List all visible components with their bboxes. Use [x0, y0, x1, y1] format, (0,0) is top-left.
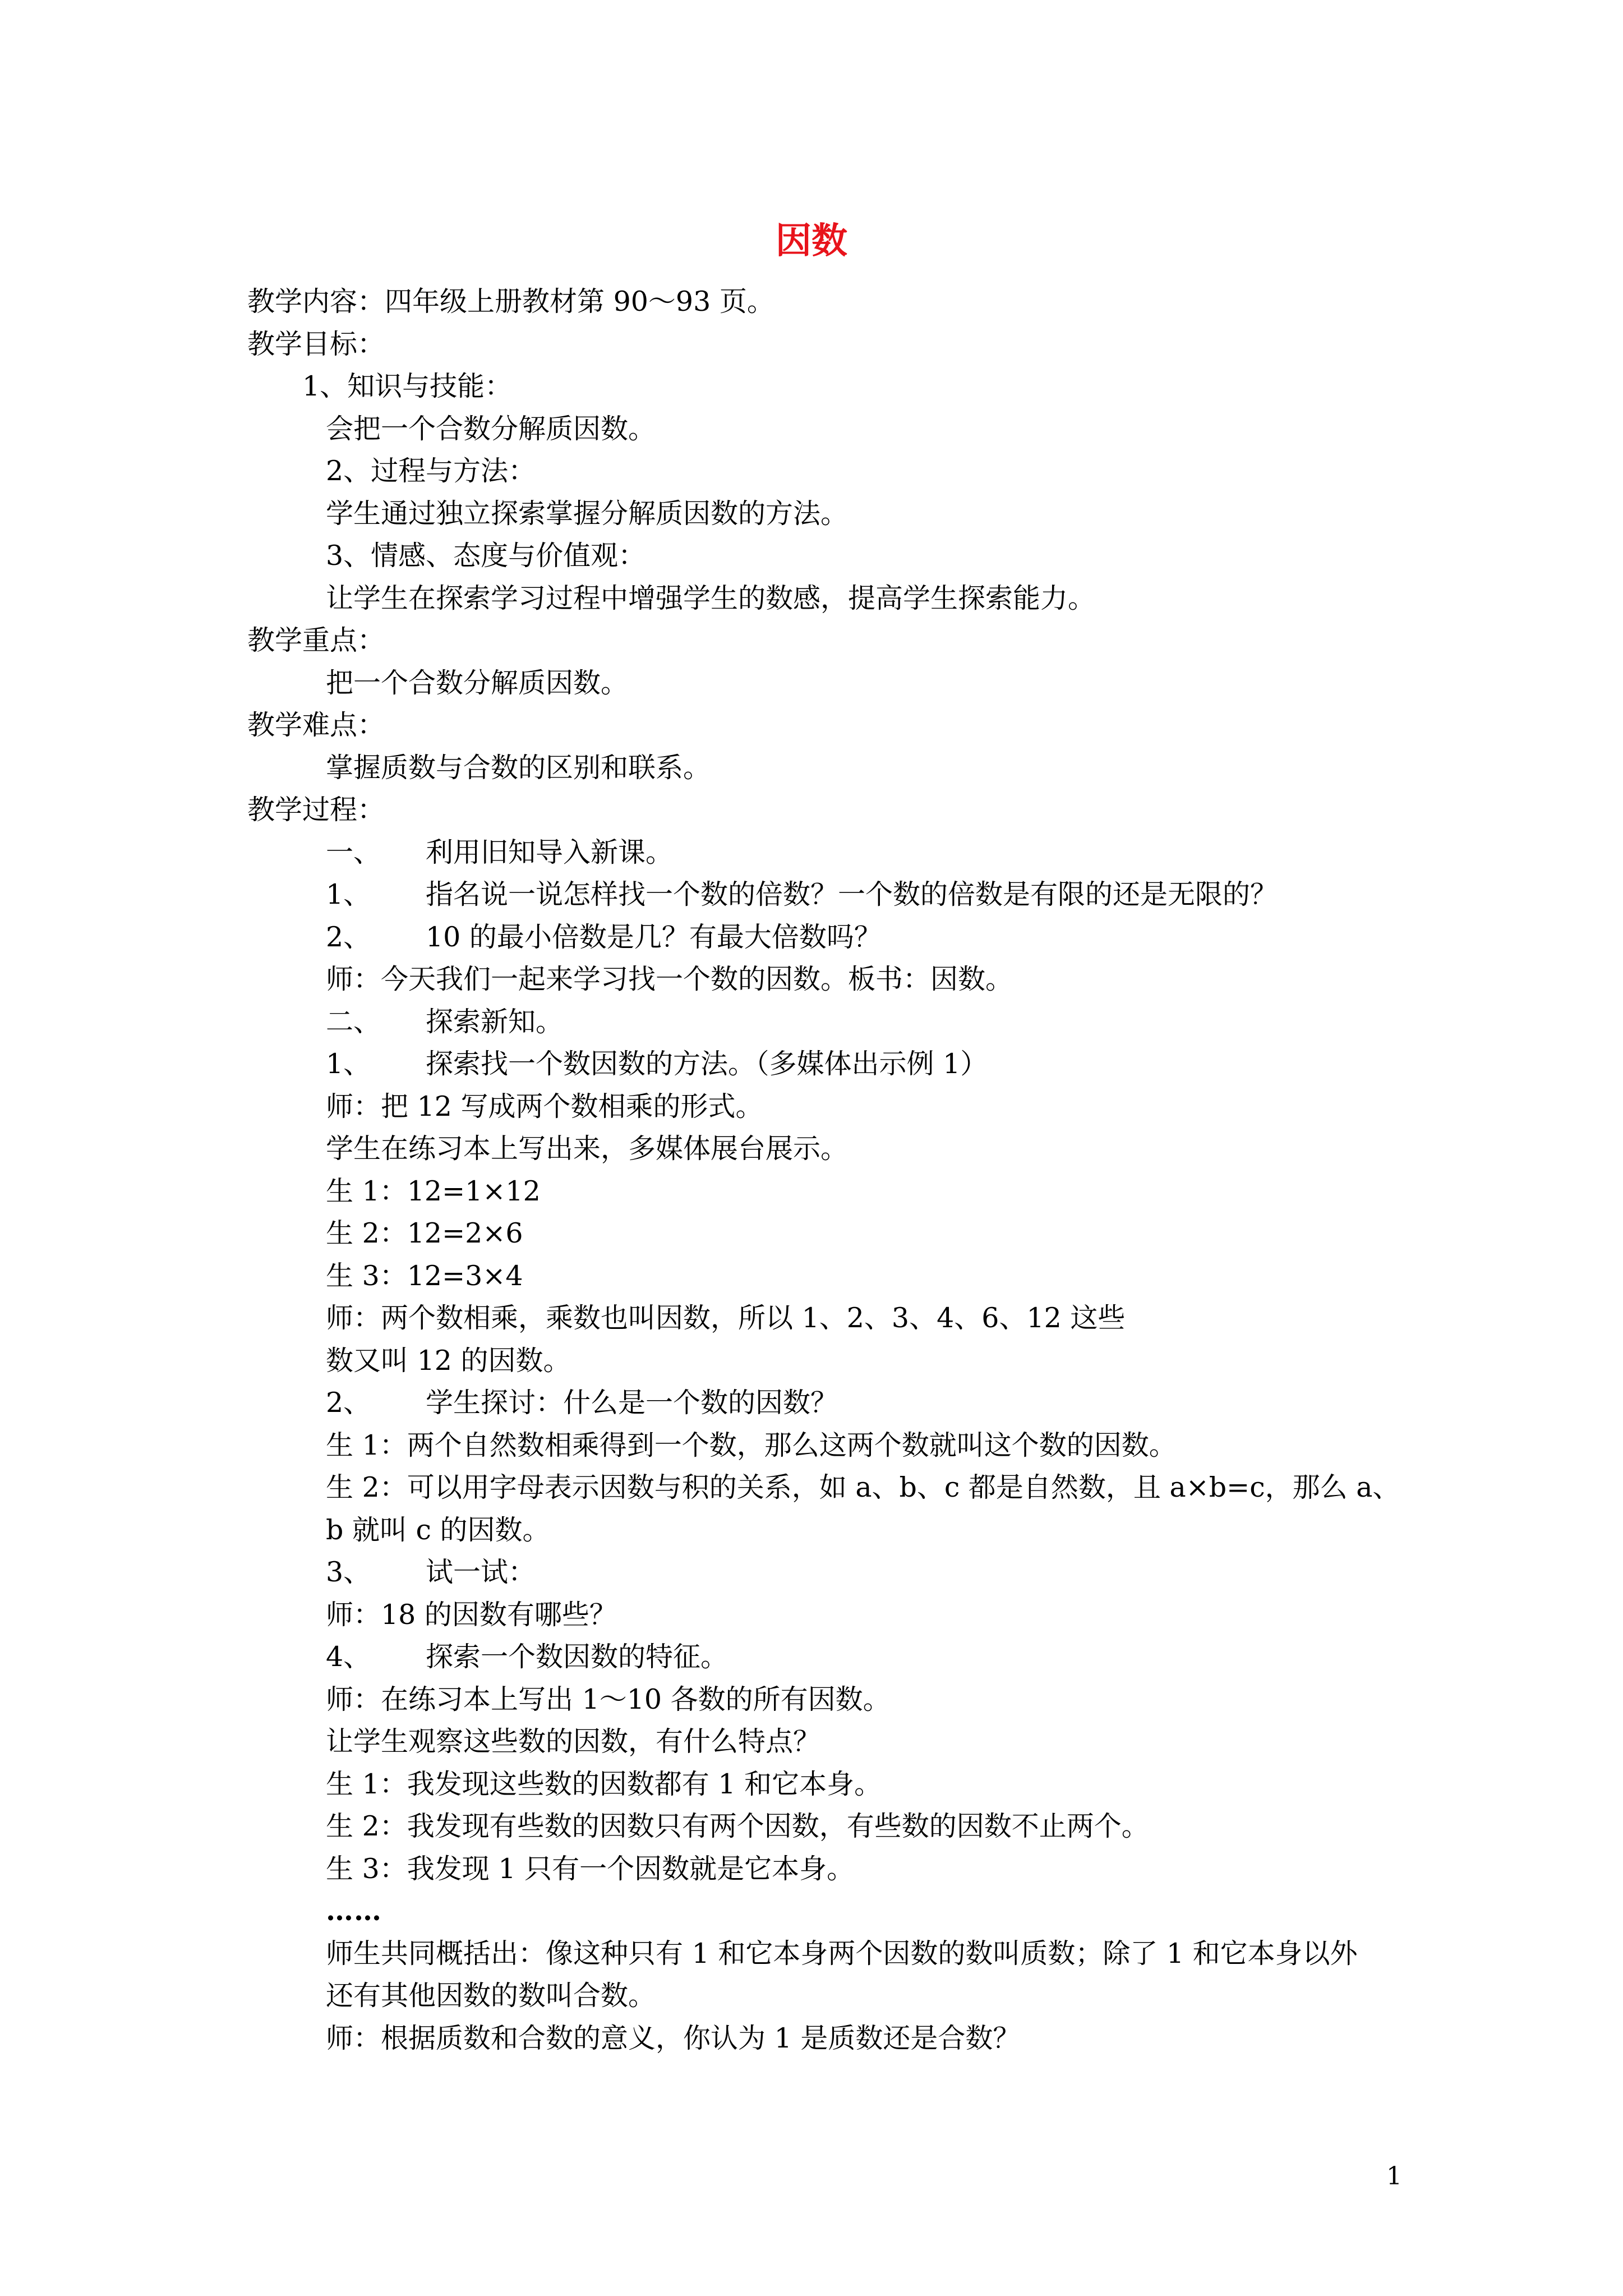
- line-text: 生 3：我发现 1 只有一个因数就是它本身。: [326, 1852, 855, 1885]
- text-line: [247, 1043, 1391, 1085]
- text-line: [247, 789, 1391, 831]
- line-text: 师：在练习本上写出 1～10 各数的所有因数。: [326, 1683, 891, 1715]
- text-line: [247, 1763, 1391, 1806]
- text-line: [247, 1001, 1391, 1043]
- text-line: [247, 535, 1391, 577]
- line-text: 数又叫 12 的因数。: [326, 1344, 571, 1377]
- document-body: [247, 280, 1400, 2059]
- line-text: 生 2：12=2×6: [326, 1217, 523, 1249]
- line-text: 生 1：12=1×12: [326, 1175, 541, 1207]
- item-number: 1、: [326, 878, 371, 910]
- line-text: 师：根据质数和合数的意义，你认为 1 是质数还是合数？: [326, 2022, 1021, 2054]
- text-line: [247, 1636, 1391, 1678]
- line-text: 把一个合数分解质因数。: [326, 666, 629, 699]
- item-number: 3、: [326, 1556, 371, 1588]
- text-line: [247, 280, 1391, 323]
- line-text: 1、知识与技能：: [302, 370, 513, 402]
- line-text: 生 3：12=3×4: [326, 1259, 523, 1292]
- line-text: 教学目标：: [247, 328, 385, 360]
- item-number: 1、: [326, 1048, 371, 1080]
- text-line: [247, 1340, 1391, 1382]
- text-line: [247, 2017, 1391, 2060]
- text-line: [247, 1297, 1391, 1340]
- text-line: [247, 1509, 1391, 1552]
- line-text: 教学重点：: [247, 624, 385, 656]
- text-line: [247, 1805, 1391, 1848]
- text-line: [247, 450, 1391, 493]
- line-text: 探索找一个数因数的方法。（多媒体出示例 1）: [426, 1048, 988, 1080]
- text-line: [247, 1424, 1391, 1467]
- line-text: 会把一个合数分解质因数。: [326, 412, 656, 445]
- line-text: 教学过程：: [247, 794, 385, 826]
- line-text: 教学内容：四年级上册教材第 90～93 页。: [247, 286, 774, 318]
- item-number: 2、: [326, 1387, 371, 1419]
- text-line: [247, 662, 1391, 705]
- text-line: [247, 365, 1391, 408]
- line-text: 利用旧知导入新课。: [426, 836, 674, 868]
- line-text: 学生在练习本上写出来，多媒体展台展示。: [326, 1133, 849, 1165]
- text-line: [247, 916, 1391, 959]
- text-line: [247, 1932, 1391, 1975]
- line-text: 探索新知。: [426, 1005, 564, 1038]
- text-line: [247, 1255, 1391, 1297]
- text-line: [247, 1890, 1391, 1932]
- line-text: 学生通过独立探索掌握分解质因数的方法。: [326, 497, 849, 530]
- line-text: ……: [326, 1894, 382, 1927]
- text-line: [247, 1170, 1391, 1213]
- page-number: 1: [1386, 2162, 1402, 2191]
- text-line: [247, 1975, 1391, 2017]
- item-number: 一、: [326, 836, 381, 868]
- text-line: [247, 1382, 1391, 1424]
- line-text: 2、过程与方法：: [326, 455, 536, 487]
- line-text: 探索一个数因数的特征。: [426, 1641, 728, 1673]
- text-line: [247, 958, 1391, 1001]
- text-line: [247, 1085, 1391, 1128]
- text-line: [247, 1466, 1400, 1509]
- text-line: [247, 1720, 1391, 1763]
- text-line: [247, 1848, 1391, 1890]
- text-line: [247, 873, 1391, 916]
- line-text: 师生共同概括出：像这种只有 1 和它本身两个因数的数叫质数；除了 1 和它本身以外: [326, 1937, 1358, 1970]
- text-line: [247, 323, 1391, 366]
- line-text: b 就叫 c 的因数。: [326, 1513, 550, 1546]
- text-line: [247, 408, 1391, 450]
- line-text: 试一试：: [426, 1556, 536, 1588]
- line-text: 指名说一说怎样找一个数的倍数？一个数的倍数是有限的还是无限的？: [426, 878, 1278, 910]
- line-text: 3、情感、态度与价值观：: [326, 540, 646, 572]
- text-line: [247, 1594, 1391, 1636]
- text-line: [247, 577, 1391, 620]
- text-line: [247, 1128, 1391, 1170]
- document-title: 因数: [776, 220, 847, 262]
- text-line: [247, 704, 1391, 747]
- text-line: [247, 1212, 1391, 1255]
- line-text: 师：两个数相乘，乘数也叫因数，所以 1、2、3、4、6、12 这些: [326, 1302, 1126, 1334]
- line-text: 师：18 的因数有哪些？: [326, 1598, 617, 1631]
- line-text: 掌握质数与合数的区别和联系。: [326, 751, 711, 784]
- line-text: 还有其他因数的数叫合数。: [326, 1980, 656, 2012]
- line-text: 生 1：我发现这些数的因数都有 1 和它本身。: [326, 1768, 882, 1800]
- line-text: 师：今天我们一起来学习找一个数的因数。板书：因数。: [326, 963, 1013, 995]
- item-number: 二、: [326, 1005, 381, 1038]
- text-line: [247, 747, 1391, 789]
- line-text: 教学难点：: [247, 709, 385, 741]
- line-text: 学生探讨：什么是一个数的因数？: [426, 1387, 838, 1419]
- line-text: 让学生观察这些数的因数，有什么特点？: [326, 1726, 821, 1757]
- line-text: 10 的最小倍数是几？有最大倍数吗？: [426, 921, 882, 953]
- item-number: 4、: [326, 1641, 371, 1673]
- text-line: [247, 493, 1391, 535]
- line-text: 生 2：我发现有些数的因数只有两个因数，有些数的因数不止两个。: [326, 1810, 1149, 1842]
- line-text: 让学生在探索学习过程中增强学生的数感，提高学生探索能力。: [326, 582, 1096, 614]
- line-text: 师：把 12 写成两个数相乘的形式。: [326, 1090, 763, 1122]
- text-line: [247, 831, 1391, 874]
- item-number: 2、: [326, 921, 371, 953]
- text-line: [247, 1678, 1391, 1721]
- line-text: 生 1：两个自然数相乘得到一个数，那么这两个数就叫这个数的因数。: [326, 1429, 1177, 1461]
- text-line: [247, 619, 1391, 662]
- line-text: 生 2：可以用字母表示因数与积的关系，如 a、b、c 都是自然数，且 a×b=c，那么 a、: [326, 1471, 1400, 1503]
- text-line: [247, 1551, 1391, 1594]
